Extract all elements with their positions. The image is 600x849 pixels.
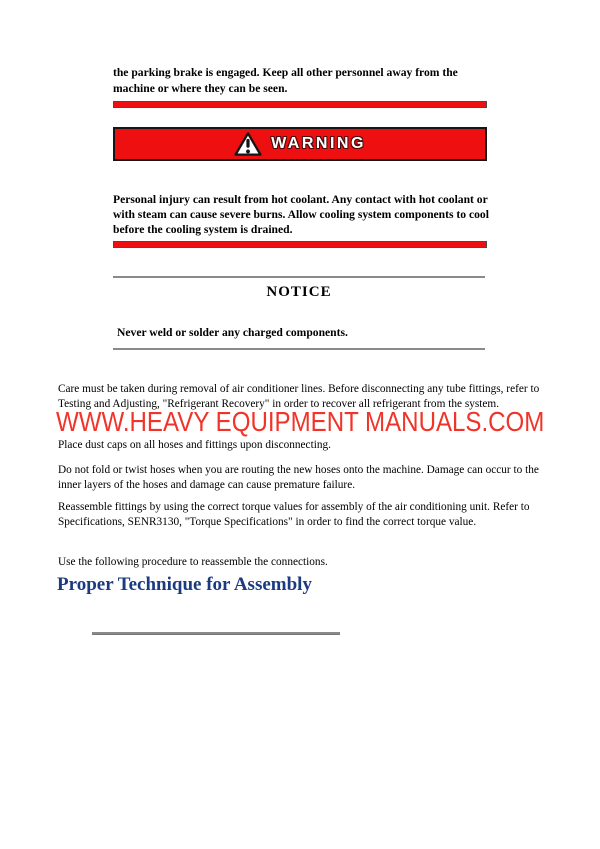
- red-divider-bottom: [113, 241, 487, 248]
- red-divider-top: [113, 101, 487, 108]
- exclamation-triangle-icon: [234, 132, 262, 156]
- warning-text: Personal injury can result from hot coolant. Any contact with hot coolant or with steam can cause severe burns. Allow cooling system components to cool before the cooling system is drained.: [113, 192, 489, 236]
- paragraph-hose-handling: Do not fold or twist hoses when you are routing the new hoses onto the machine. Damage can occur to the inner layers of the hoses and damage can cause premature failure.: [58, 464, 539, 491]
- watermark: WWW.HEAVY EQUIPMENT MANUALS.COM: [56, 406, 545, 437]
- paragraph-reassemble-intro: Use the following procedure to reassemble the connections.: [58, 556, 328, 569]
- paragraph-dust-caps: Place dust caps on all hoses and fittings upon disconnecting.: [58, 439, 331, 452]
- section-heading: Proper Technique for Assembly: [57, 574, 312, 595]
- warning-banner: [113, 127, 487, 161]
- notice-rule-top: [113, 276, 485, 278]
- paragraph-torque-values: Reassemble fittings by using the correct torque values for assembly of the air conditioning unit. Refer to Specifications, SENR3130, "Torque Specifications" in order to find the correct torque value.: [58, 501, 530, 528]
- notice-title: NOTICE: [266, 284, 332, 300]
- notice-text: Never weld or solder any charged components.: [117, 325, 348, 339]
- intro-paragraph: the parking brake is engaged. Keep all other personnel away from the machine or where they can be seen.: [113, 65, 458, 95]
- warning-label: WARNING: [271, 135, 366, 152]
- section-divider-rule: [92, 632, 340, 635]
- notice-rule-bottom: [113, 348, 485, 350]
- paragraph-refrigerant-recovery: Care must be taken during removal of air conditioner lines. Before disconnecting any tube fittings, refer to Testing and Adjusting, "Refrigerant Recovery" in order to recover all refrigerant from the system.: [58, 383, 540, 410]
